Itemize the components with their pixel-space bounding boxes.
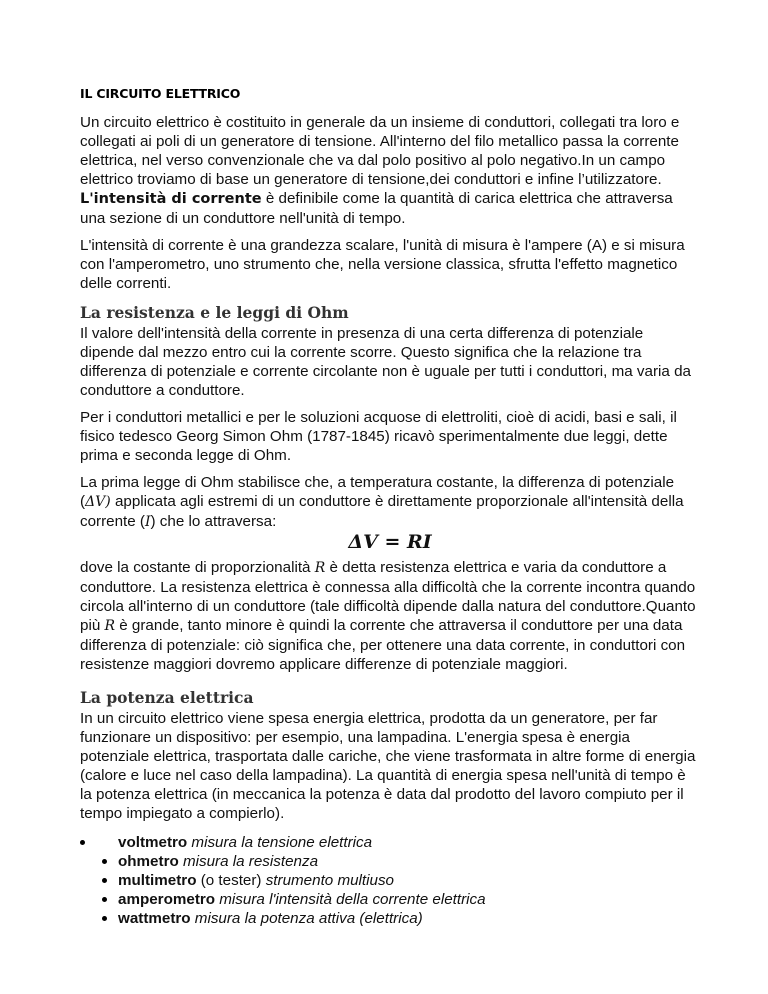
instrument-term: wattmetro bbox=[118, 910, 191, 927]
instrument-desc: misura l'intensità della corrente elettrica bbox=[215, 891, 486, 908]
instrument-desc: misura la resistenza bbox=[178, 853, 319, 870]
list-item bbox=[80, 890, 700, 909]
section1-paragraph-2: Per i conduttori metallici e per le soluzioni acquose di elettroliti, cioè di acidi, basi e sali, il fisico tedesco Georg Simon Ohm (1787-1845) ricavò sperimentalmente due leggi, dette prima e seconda legge di Ohm. bbox=[80, 409, 677, 464]
instrument-term: ohmetro bbox=[118, 853, 179, 870]
bullet-icon bbox=[102, 878, 107, 883]
instrument-desc: misura la potenza attiva (elettrica) bbox=[190, 910, 423, 927]
instrument-desc: strumento multiuso bbox=[265, 872, 395, 889]
intro-text: Un circuito elettrico è costituito in generale da un insieme di conduttori, collegati tra loro e collegati ai poli di un generatore di tensione. All'interno del filo metallico passa la corrente elettrica, nel verso convenzionale che va dal polo positivo al polo negativo.In un campo elettrico troviamo di base un generatore di tensione,dei conduttori e infine l’utilizzatore. bbox=[80, 114, 680, 188]
bullet-icon bbox=[102, 916, 107, 921]
intro-paragraph-2: L'intensità di corrente è una grandezza scalare, l'unità di misura è l'ampere (A) e si misura con l'amperometro, uno strumento che, nella versione classica, sfrutta l'effetto magnetico delle correnti. bbox=[80, 237, 685, 292]
ohm-law-formula: ΔV = RI bbox=[348, 531, 432, 553]
instrument-term: voltmetro bbox=[118, 834, 188, 851]
bullet-icon bbox=[80, 840, 85, 845]
p4-text-c: è grande, tanto minore è quindi la corrente che attraversa il conduttore per una data differenza di potenziale: ciò significa che, per ottenere una data corrente, in conduttori con resistenze maggiori dovremo applicare differenze di potenziale maggiori. bbox=[80, 617, 686, 673]
section1-paragraph-3 bbox=[80, 473, 700, 532]
intro-text-end: è definibile come la quantità di carica elettrica che attraversa una sezione di un conduttore nell'unità di tempo. bbox=[80, 190, 673, 227]
intro-bold-term: L'intensità di corrente bbox=[80, 191, 262, 207]
instrument-desc: misura la tensione elettrica bbox=[187, 834, 373, 851]
p4-text-a: dove la costante di proporzionalità bbox=[80, 559, 315, 576]
instruments-list bbox=[80, 833, 700, 928]
var-r-2: R bbox=[104, 618, 116, 634]
instrument-plain: (o tester) bbox=[196, 872, 266, 889]
section-heading-resistenza: La resistenza e le leggi di Ohm bbox=[80, 303, 349, 322]
page-title: IL CIRCUITO ELETTRICO bbox=[80, 86, 241, 101]
list-item bbox=[80, 909, 700, 928]
section1-paragraph-4 bbox=[80, 558, 700, 674]
intro-paragraph-1 bbox=[80, 113, 700, 228]
section2-paragraph-1: In un circuito elettrico viene spesa energia elettrica, prodotta da un generatore, per far funzionare un dispositivo: per esempio, una lampadina. L'energia spesa è energia potenziale elettrica, trasportata dalle cariche, che viene trasformata in altre forme di energia (calore e luce nel caso della lampadina). La quantità di energia spesa nell'unità di tempo è la potenza elettrica (in meccanica la potenza è data dal prodotto del lavoro compiuto per il tempo impiegato a compierlo). bbox=[80, 710, 696, 822]
list-item bbox=[80, 833, 700, 852]
p3-text-b: applicata agli estremi di un conduttore è direttamente proporzionale all'intensità della corrente ( bbox=[80, 493, 684, 530]
p3-text-c: ) che lo attraversa: bbox=[150, 513, 277, 530]
bullet-icon bbox=[102, 897, 107, 902]
var-r: R bbox=[314, 560, 326, 576]
list-item bbox=[80, 852, 700, 871]
section-heading-potenza: La potenza elettrica bbox=[80, 688, 254, 707]
var-delta-v: ΔV) bbox=[85, 494, 111, 510]
instrument-term: amperometro bbox=[118, 891, 216, 908]
document-page bbox=[80, 84, 700, 928]
p4-text-b: è detta resistenza elettrica e varia da conduttore a conduttore. La resistenza elettrica è connessa alla difficoltà che la corrente incontra quando circola all'interno di un conduttore (tale difficoltà dipende dalla natura del conduttore.Quanto più bbox=[80, 559, 696, 634]
p3-text-a: La prima legge di Ohm stabilisce che, a temperatura costante, la differenza di potenziale ( bbox=[80, 474, 675, 510]
instrument-term: multimetro bbox=[118, 872, 197, 889]
bullet-icon bbox=[102, 859, 107, 864]
list-item bbox=[80, 871, 700, 890]
section1-paragraph-1: Il valore dell'intensità della corrente in presenza di una certa differenza di potenziale dipende dal mezzo entro cui la corrente scorre. Questo significa che la relazione tra differenza di potenziale e corrente circolante non è uguale per tutti i conduttori, ma varia da conduttore a conduttore. bbox=[80, 325, 691, 399]
var-i: I bbox=[145, 514, 151, 530]
